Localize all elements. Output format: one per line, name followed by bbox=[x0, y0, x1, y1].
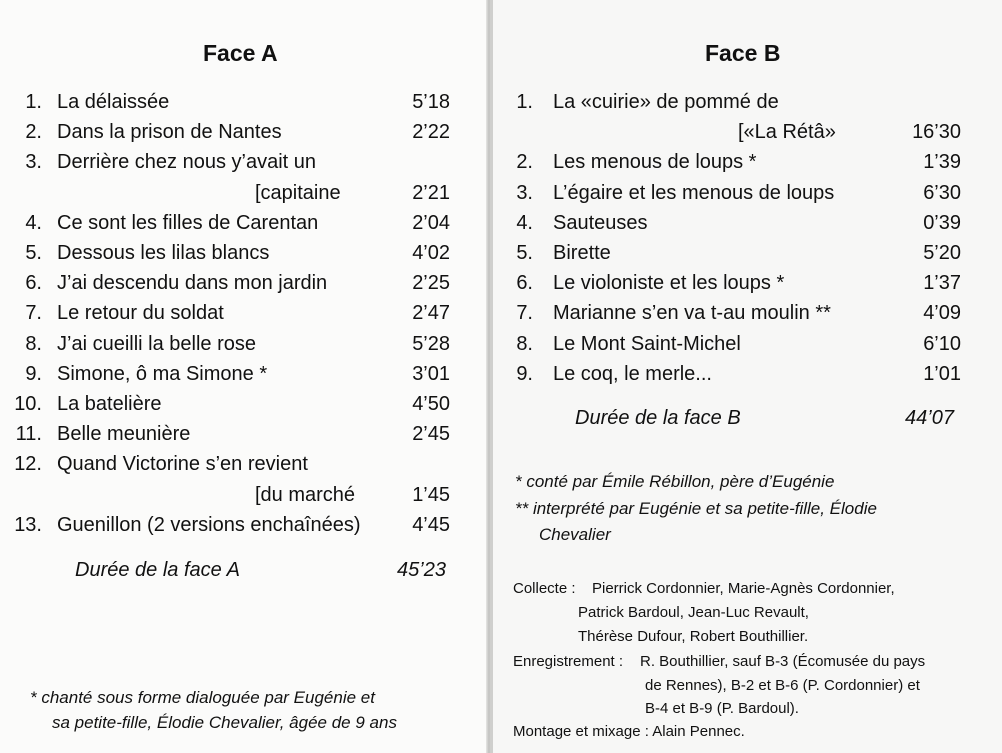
track-duration: 6’30 bbox=[923, 181, 961, 204]
track-title: J’ai cueilli la belle rose bbox=[57, 332, 256, 355]
credit-collecte-label: Collecte : bbox=[513, 580, 576, 597]
track-title: Le retour du soldat bbox=[57, 302, 224, 325]
track-duration: 2’21 bbox=[412, 181, 450, 204]
track-title: Les menous de loups * bbox=[553, 151, 757, 174]
face-a-footnote-line2: sa petite-fille, Élodie Chevalier, âgée de 9 ans bbox=[52, 713, 397, 732]
track-number: 11. bbox=[15, 423, 42, 446]
face-a-footnote-line1: * chanté sous forme dialoguée par Eugénie et bbox=[30, 688, 375, 707]
track-number: 5. bbox=[516, 242, 533, 264]
face-a-title: Face A bbox=[203, 40, 278, 66]
track-title: Le coq, le merle... bbox=[553, 362, 712, 385]
face-a-total-value: 45’23 bbox=[397, 559, 446, 581]
track-number: 4. bbox=[25, 211, 42, 234]
track-title: Birette bbox=[553, 242, 611, 264]
credit-enreg-line1: R. Bouthillier, sauf B-3 (Écomusée du pays bbox=[640, 653, 926, 670]
credit-enreg-line2: de Rennes), B-2 et B-6 (P. Cordonnier) et bbox=[645, 677, 920, 694]
face-b-footnote-1: * conté par Émile Rébillon, père d’Eugénie bbox=[515, 472, 835, 491]
track-duration: 1’39 bbox=[923, 151, 961, 174]
track-duration: 2’45 bbox=[412, 423, 450, 446]
track-number: 2. bbox=[516, 151, 533, 174]
face-b-panel bbox=[490, 0, 1002, 753]
credit-enreg-label: Enregistrement : bbox=[513, 653, 624, 670]
track-duration: 4’45 bbox=[412, 513, 450, 536]
track-number: 7. bbox=[25, 302, 42, 325]
track-duration: 6’10 bbox=[923, 332, 961, 355]
credit-enreg-line3: B-4 et B-9 (P. Bardoul). bbox=[645, 700, 799, 717]
track-duration: 0’39 bbox=[923, 211, 961, 234]
track-duration: 1’45 bbox=[412, 483, 450, 506]
track-number: 9. bbox=[516, 362, 533, 385]
track-title: Quand Victorine s’en revient bbox=[57, 453, 308, 476]
track-number: 1. bbox=[25, 91, 42, 113]
track-title: J’ai descendu dans mon jardin bbox=[57, 272, 328, 295]
track-duration: 2’04 bbox=[412, 211, 450, 234]
face-a-panel bbox=[0, 0, 488, 753]
track-title: Ce sont les filles de Carentan bbox=[57, 211, 319, 234]
track-duration: 5’18 bbox=[412, 91, 450, 113]
track-title: Guenillon (2 versions enchaînées) bbox=[57, 513, 361, 536]
credit-collecte-line3: Thérèse Dufour, Robert Bouthillier. bbox=[578, 628, 809, 645]
track-title: Le Mont Saint-Michel bbox=[553, 332, 741, 355]
face-b-total-label: Durée de la face B bbox=[575, 407, 741, 429]
track-number: 7. bbox=[516, 302, 533, 325]
track-title: Le violoniste et les loups * bbox=[553, 272, 785, 295]
track-duration: 1’37 bbox=[923, 272, 961, 295]
track-duration: 5’28 bbox=[412, 332, 450, 355]
track-title: La «cuirie» de pommé de bbox=[553, 91, 779, 113]
track-number: 6. bbox=[516, 272, 533, 295]
track-duration: 2’25 bbox=[412, 272, 450, 295]
face-b-footnote-2-line2: Chevalier bbox=[539, 525, 611, 544]
face-a-total-label: Durée de la face A bbox=[75, 559, 240, 581]
track-number: 12. bbox=[14, 453, 42, 476]
track-title-continuation: [capitaine bbox=[255, 181, 341, 204]
track-number: 3. bbox=[516, 181, 533, 204]
track-duration: 1’01 bbox=[923, 362, 961, 385]
face-b-footnote-2-line1: ** interprété par Eugénie et sa petite-fille, Élodie bbox=[515, 499, 877, 518]
track-number: 10. bbox=[14, 393, 42, 415]
track-title: Dans la prison de Nantes bbox=[57, 121, 282, 144]
track-duration: 2’47 bbox=[412, 302, 450, 325]
track-number: 6. bbox=[25, 272, 42, 295]
credit-montage: Montage et mixage : Alain Pennec. bbox=[513, 723, 745, 740]
track-duration: 2’22 bbox=[412, 121, 450, 144]
face-b-total-value: 44’07 bbox=[905, 407, 954, 429]
track-title-continuation: [du marché bbox=[255, 483, 356, 506]
track-title: L’égaire et les menous de loups bbox=[553, 181, 835, 204]
track-number: 9. bbox=[25, 362, 42, 385]
track-title: Dessous les lilas blancs bbox=[57, 242, 270, 264]
track-title-continuation: [«La Rétâ» bbox=[738, 121, 836, 144]
track-duration: 4’02 bbox=[412, 242, 450, 264]
track-number: 1. bbox=[516, 91, 533, 113]
track-duration: 16’30 bbox=[912, 121, 961, 144]
track-title: Belle meunière bbox=[57, 423, 191, 446]
track-number: 8. bbox=[25, 332, 42, 355]
track-duration: 4’09 bbox=[923, 302, 961, 325]
track-title: La délaissée bbox=[57, 91, 170, 113]
track-title: Derrière chez nous y’avait un bbox=[57, 151, 317, 174]
track-number: 4. bbox=[516, 211, 533, 234]
track-number: 2. bbox=[25, 121, 42, 144]
track-number: 8. bbox=[516, 332, 533, 355]
track-number: 5. bbox=[25, 242, 42, 264]
credit-collecte-line2: Patrick Bardoul, Jean-Luc Revault, bbox=[578, 604, 809, 621]
track-number: 3. bbox=[25, 151, 42, 174]
track-title: La batelière bbox=[57, 393, 162, 415]
track-number: 13. bbox=[14, 513, 42, 536]
credit-collecte-line1: Pierrick Cordonnier, Marie-Agnès Cordonnier, bbox=[592, 580, 895, 597]
track-title: Marianne s’en va t-au moulin ** bbox=[553, 302, 831, 325]
track-duration: 4’50 bbox=[412, 393, 450, 415]
track-title: Simone, ô ma Simone * bbox=[57, 362, 268, 385]
track-duration: 5’20 bbox=[923, 242, 961, 264]
track-title: Sauteuses bbox=[553, 211, 648, 234]
face-b-title: Face B bbox=[705, 40, 781, 66]
track-duration: 3’01 bbox=[412, 362, 450, 385]
